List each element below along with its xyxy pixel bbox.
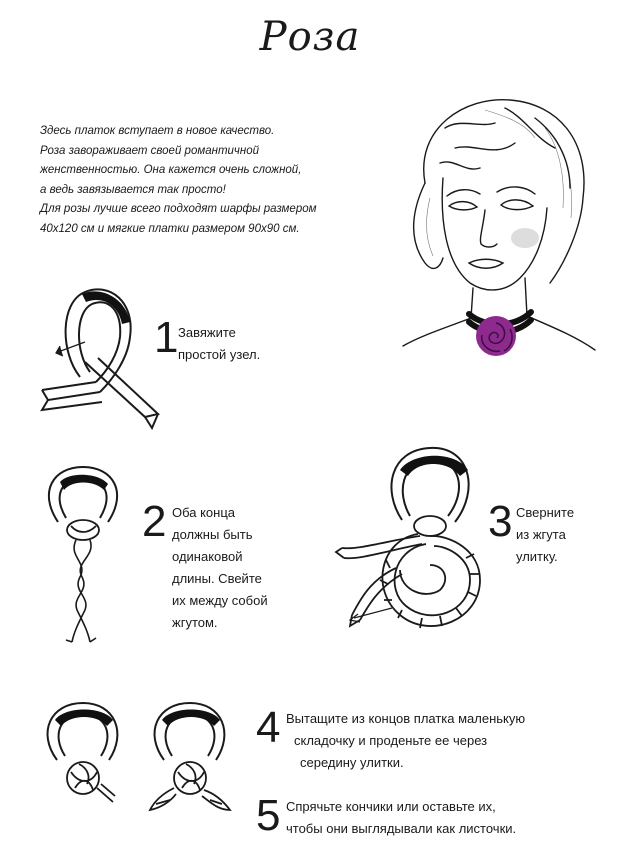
step-5-line: Спрячьте кончики или оставьте их, — [286, 799, 496, 814]
step-3-line: улитку. — [516, 549, 558, 564]
intro-line: а ведь завязывается так просто! — [40, 183, 226, 196]
step-4-line: середину улитки. — [300, 755, 404, 770]
intro-line: 40x120 см и мягкие платки размером 90x90 см. — [40, 222, 300, 235]
intro-line: Здесь платок вступает в новое качество. — [40, 125, 275, 137]
step-text-4 — [286, 708, 525, 774]
rose-knot-leaves-illustration — [140, 698, 240, 820]
step-number-5: 5 — [256, 791, 281, 840]
step-3-line: Сверните — [516, 505, 575, 520]
intro-line: женственностью. Она кажется очень сложной, — [40, 164, 302, 176]
step-text-3 — [516, 502, 574, 568]
step-4-line: складочку и проденьте ее через — [294, 733, 488, 748]
rose-choker-icon — [472, 313, 520, 359]
step-2-line: их между собой — [172, 593, 268, 608]
step-number-2: 2 — [142, 497, 167, 546]
intro-line: Для розы лучше всего подходят шарфы размером — [40, 203, 317, 215]
step-3-line: из жгута — [516, 527, 566, 542]
simple-knot-illustration — [30, 282, 160, 430]
step-2-line: должны быть — [172, 527, 253, 542]
rose-knot-illustration — [35, 698, 130, 818]
intro-paragraph — [40, 122, 380, 239]
step-4-line: Вытащите из концов платка маленькую — [286, 711, 526, 726]
step-number-4: 4 — [256, 703, 281, 752]
step-2-line: жгутом. — [172, 615, 218, 630]
step-text-2 — [172, 502, 268, 634]
page-title: Роза — [259, 14, 361, 60]
step-2-line: Оба конца — [172, 505, 236, 520]
step-2-line: одинаковой — [172, 549, 243, 564]
intro-line: Роза завораживает своей романтичной — [40, 144, 259, 157]
step-5-line: чтобы они выглядывали как листочки. — [286, 821, 517, 836]
step-number-1: 1 — [154, 313, 179, 362]
step-text-1 — [178, 322, 260, 366]
step-1-line: простой узел. — [178, 347, 261, 362]
step-text-5 — [286, 796, 516, 840]
step-2-line: длины. Свейте — [172, 571, 262, 586]
step-1-line: Завяжите — [178, 325, 236, 340]
scarf-snail-illustration — [330, 440, 495, 650]
twisted-scarf-illustration — [38, 462, 128, 650]
step-number-3: 3 — [488, 497, 513, 546]
